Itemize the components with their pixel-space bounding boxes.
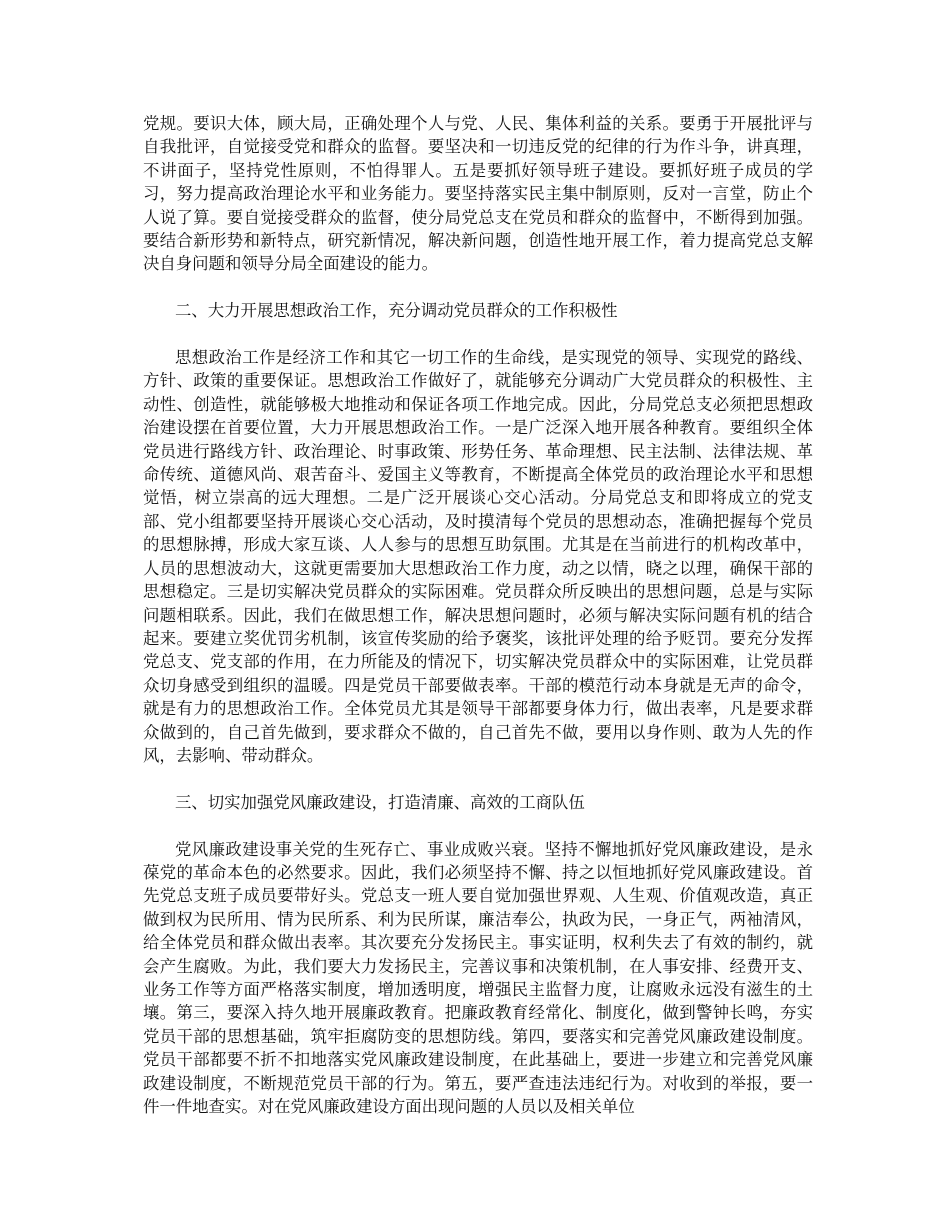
section-heading-three: 三、切实加强党风廉政建设，打造清廉、高效的工商队伍 [175,792,585,812]
section-heading-two: 二、大力开展思想政治工作，充分调动党员群众的工作积极性 [175,301,618,321]
paragraph-party-rules-continued: 党规。要识大体，顾大局，正确处理个人与党、人民、集体利益的关系。要勇于开展批评与自我批评，自觉接受党和群众的监督。要坚决和一切违反党的纪律的行为作斗争，讲真理，不讲面子，坚持党性原则，不怕得罪人。五是要抓好领导班子建设。要抓好班子成员的学习，努力提高政治理论水平和业务能力。要坚持落实民主集中制原则，反对一言堂，防止个人说了算。要自觉接受群众的监督，使分局党总支在党员和群众的监督中，不断得到加强。要结合新形势和新特点，研究新情况，解决新问题，创造性地开展工作，着力提高党总支解决自身问题和领导分局全面建设的能力。 [143,114,813,274]
paragraph-gap [143,323,813,346]
document-body [143,112,813,1118]
paragraph-gap [143,767,813,790]
paragraph-clean-government: 党风廉政建设事关党的生死存亡、事业成败兴衰。坚持不懈地抓好党风廉政建设，是永葆党的革命本色的必然要求。因此，我们必须坚持不懈、持之以恒地抓好党风廉政建设。首先党总支班子成员要带好头。党总支一班人要自觉加强世界观、人生观、价值观改造，真正做到权为民所用、情为民所系、利为民所谋，廉洁奉公，执政为民，一身正气，两袖清风，给全体党员和群众做出表率。其次要充分发扬民主。事实证明，权利失去了有效的制约，就会产生腐败。为此，我们要大力发扬民主，完善议事和决策机制，在人事安排、经费开支、业务工作等方面严格落实制度，增加透明度，增强民主监督力度，让腐败永远没有滋生的土壤。第三，要深入持久地开展廉政教育。把廉政教育经常化、制度化，做到警钟长鸣，夯实党员干部的思想基础，筑牢拒腐防变的思想防线。第四，要落实和完善党风廉政建设制度。党员干部都要不折不扣地落实党风廉政建设制度，在此基础上，要进一步建立和完善党风廉政建设制度，不断规范党员干部的行为。第五，要严查违法违纪行为。对收到的举报，要一件一件地查实。对在党风廉政建设方面出现问题的人员以及相关单位 [143,839,813,1116]
paragraph-ideological-work: 思想政治工作是经济工作和其它一切工作的生命线，是实现党的领导、实现党的路线、方针、政策的重要保证。思想政治工作做好了，就能够充分调动广大党员群众的积极性、主动性、创造性，就能够极大地推动和保证各项工作地完成。因此，分局党总支必须把思想政治建设摆在首要位置，大力开展思想政治工作。一是广泛深入地开展各种教育。要组织全体党员进行路线方针、政治理论、时事政策、形势任务、革命理想、民主法制、法律法规、革命传统、道德风尚、艰苦奋斗、爱国主义等教育，不断提高全体党员的政治理论水平和思想觉悟，树立崇高的远大理想。二是广泛开展谈心交心活动。分局党总支和即将成立的党支部、党小组都要坚持开展谈心交心活动，及时摸清每个党员的思想动态，准确把握每个党员的思想脉搏，形成大家互谈、人人参与的思想互助氛围。尤其是在当前进行的机构改革中，人员的思想波动大，这就更需要加大思想政治工作力度，动之以情，晓之以理，确保干部的思想稳定。三是切实解决党员群众的实际困难。党员群众所反映出的思想问题，总是与实际问题相联系。因此，我们在做思想工作，解决思想问题时，必须与解决实际问题有机的结合起来。要建立奖优罚劣机制，该宣传奖励的给予褒奖，该批评处理的给予贬罚。要充分发挥党总支、党支部的作用，在力所能及的情况下，切实解决党员群众中的实际困难，让党员群众切身感受到组织的温暖。四是党员干部要做表率。干部的模范行动本身就是无声的命令，就是有力的思想政治工作。全体党员尤其是领导干部都要身体力行，做出表率，凡是要求群众做到的，自己首先做到，要求群众不做的，自己首先不做，要用以身作则、敢为人先的作风，去影响、带动群众。 [143,348,813,765]
paragraph-gap [143,814,813,837]
paragraph-gap [143,276,813,299]
